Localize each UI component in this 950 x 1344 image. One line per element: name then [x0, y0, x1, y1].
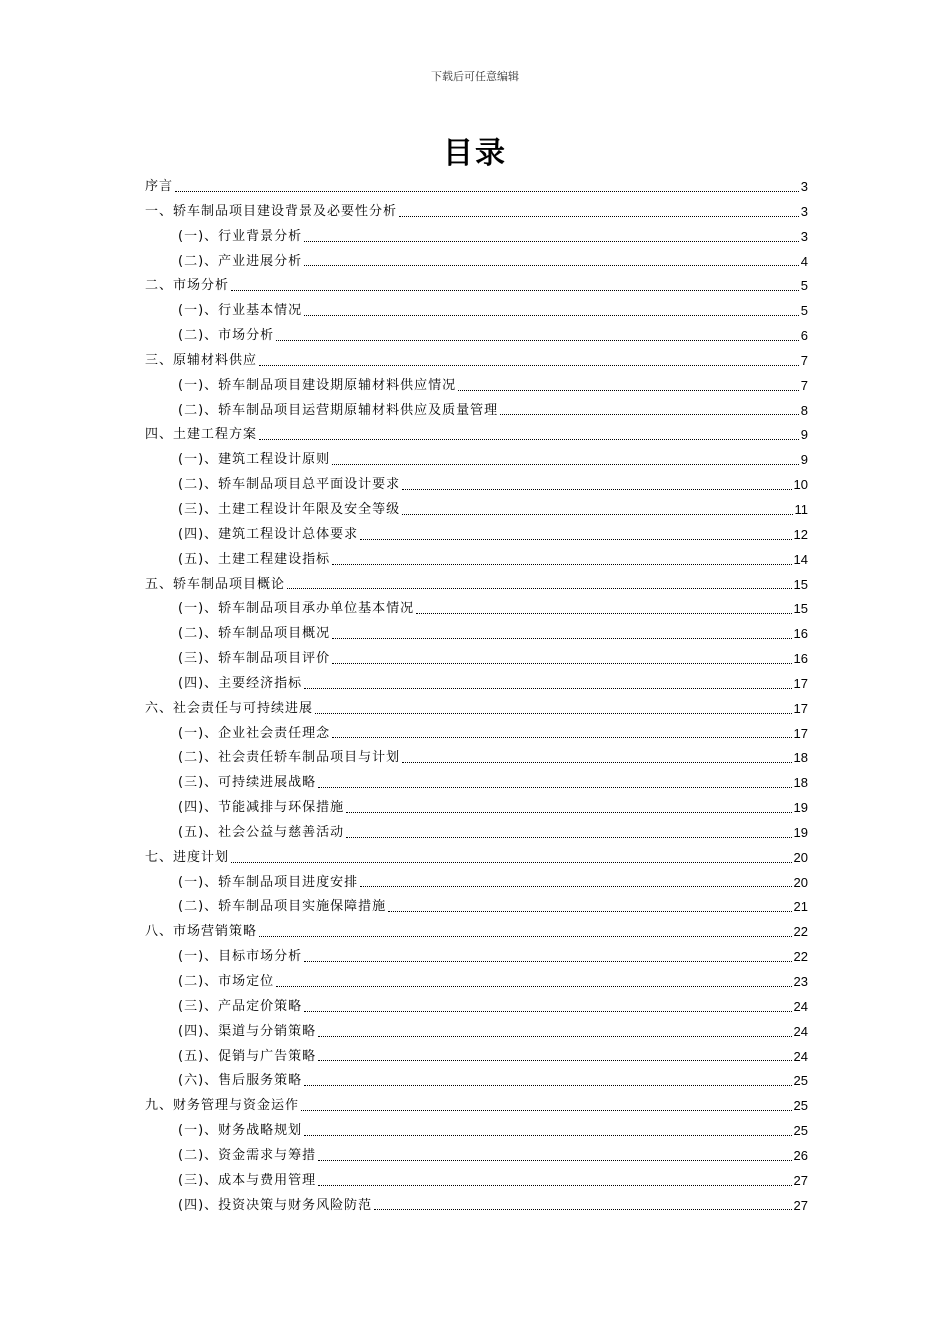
toc-entry[interactable]	[145, 597, 808, 622]
toc-entry[interactable]	[145, 523, 808, 548]
toc-entry-page-number: 20	[793, 849, 808, 865]
toc-dot-leader	[304, 1011, 791, 1012]
toc-entry[interactable]	[145, 821, 808, 846]
toc-dot-leader	[315, 713, 792, 714]
toc-dot-leader	[318, 787, 791, 788]
toc-entry-page-number: 20	[793, 874, 808, 890]
toc-dot-leader	[304, 1085, 791, 1086]
toc-dot-leader	[231, 862, 792, 863]
toc-entry-page-number: 8	[800, 402, 808, 418]
toc-entry[interactable]	[145, 250, 808, 275]
toc-dot-leader	[259, 439, 799, 440]
toc-dot-leader	[332, 663, 791, 664]
toc-entry-page-number: 15	[793, 601, 808, 617]
toc-dot-leader	[304, 315, 799, 316]
toc-entry-title: 一、轿车制品项目建设背景及必要性分析	[145, 203, 398, 219]
toc-entry-page-number: 9	[800, 427, 808, 443]
toc-dot-leader	[332, 638, 791, 639]
toc-entry[interactable]	[145, 771, 808, 796]
toc-entry[interactable]	[145, 672, 808, 697]
toc-entry[interactable]	[145, 1194, 808, 1219]
toc-entry-page-number: 17	[793, 725, 808, 741]
toc-dot-leader	[332, 737, 791, 738]
toc-entry-page-number: 3	[800, 179, 808, 194]
toc-entry-title: (一)、行业背景分析	[178, 228, 303, 244]
toc-entry[interactable]	[145, 1069, 808, 1094]
toc-entry-page-number: 21	[793, 899, 808, 915]
toc-dot-leader	[231, 290, 799, 291]
toc-entry-title: (三)、可持续进展战略	[178, 775, 317, 791]
toc-entry[interactable]	[145, 200, 808, 225]
toc-entry-page-number: 26	[793, 1147, 808, 1163]
toc-entry[interactable]	[145, 1020, 808, 1045]
toc-dot-leader	[402, 762, 791, 763]
toc-entry-page-number: 24	[793, 1023, 808, 1039]
toc-entry[interactable]	[145, 448, 808, 473]
toc-entry-title: 六、社会责任与可持续进展	[145, 700, 314, 716]
toc-entry-page-number: 15	[793, 576, 808, 592]
toc-entry[interactable]	[145, 1094, 808, 1119]
toc-entry[interactable]	[145, 299, 808, 324]
toc-entry-page-number: 22	[793, 924, 808, 940]
toc-entry-page-number: 5	[800, 303, 808, 319]
toc-entry[interactable]	[145, 548, 808, 573]
toc-entry-title: (二)、产业进展分析	[178, 253, 303, 269]
toc-entry[interactable]	[145, 473, 808, 498]
toc-title: 目录	[443, 136, 507, 171]
toc-entry-title: (四)、建筑工程设计总体要求	[178, 526, 359, 542]
toc-dot-leader	[374, 1209, 791, 1210]
toc-entry[interactable]	[145, 647, 808, 672]
toc-dot-leader	[304, 961, 791, 962]
toc-dot-leader	[399, 216, 799, 217]
toc-entry[interactable]	[145, 945, 808, 970]
toc-entry-page-number: 25	[793, 1098, 808, 1114]
toc-dot-leader	[304, 1135, 791, 1136]
toc-dot-leader	[402, 514, 792, 515]
toc-entry-title: 二、市场分析	[145, 278, 230, 294]
toc-dot-leader	[346, 837, 791, 838]
toc-dot-leader	[259, 365, 799, 366]
toc-entry[interactable]	[145, 895, 808, 920]
toc-dot-leader	[332, 464, 799, 465]
toc-entry-title: (三)、产品定价策略	[178, 998, 303, 1014]
toc-entry-title: (三)、成本与费用管理	[178, 1172, 317, 1188]
toc-dot-leader	[458, 390, 799, 391]
toc-dot-leader	[287, 588, 792, 589]
toc-entry-title: 九、财务管理与资金运作	[145, 1098, 300, 1114]
toc-entry-title: (一)、轿车制品项目进度安排	[178, 874, 359, 890]
toc-entry-title: (四)、渠道与分销策略	[178, 1023, 317, 1039]
toc-dot-leader	[175, 191, 799, 192]
toc-entry-title: (一)、目标市场分析	[178, 949, 303, 965]
toc-entry-page-number: 25	[793, 1123, 808, 1139]
toc-dot-leader	[304, 265, 799, 266]
toc-entry[interactable]	[145, 423, 808, 448]
toc-entry[interactable]	[145, 746, 808, 771]
toc-entry-page-number: 9	[800, 452, 808, 468]
toc-dot-leader	[318, 1160, 791, 1161]
toc-entry-page-number: 18	[793, 775, 808, 791]
toc-entry-title: (三)、土建工程设计年限及安全等级	[178, 501, 401, 517]
toc-entry-title: (二)、社会责任轿车制品项目与计划	[178, 750, 401, 766]
toc-entry[interactable]	[145, 274, 808, 299]
toc-entry-page-number: 17	[793, 700, 808, 716]
toc-dot-leader	[318, 1060, 791, 1061]
toc-entry-page-number: 19	[793, 800, 808, 816]
toc-entry[interactable]	[145, 175, 808, 200]
toc-entry[interactable]	[145, 796, 808, 821]
toc-entry-title: (四)、投资决策与财务风险防范	[178, 1197, 373, 1213]
toc-entry[interactable]	[145, 920, 808, 945]
toc-entry[interactable]	[145, 498, 808, 523]
toc-entry-title: 四、土建工程方案	[145, 427, 258, 443]
toc-entry-title: 五、轿车制品项目概论	[145, 576, 286, 592]
toc-entry-title: 八、市场营销策略	[145, 924, 258, 940]
toc-entry-page-number: 3	[800, 203, 808, 219]
toc-entry-page-number: 18	[793, 750, 808, 766]
table-of-contents	[145, 175, 808, 1218]
toc-entry[interactable]	[145, 846, 808, 871]
toc-dot-leader	[276, 340, 799, 341]
toc-entry-page-number: 11	[794, 501, 808, 517]
toc-entry-page-number: 24	[793, 998, 808, 1014]
toc-entry[interactable]	[145, 871, 808, 896]
toc-dot-leader	[276, 986, 791, 987]
toc-entry-page-number: 17	[793, 675, 808, 691]
toc-entry-title: (六)、售后服务策略	[178, 1073, 303, 1089]
toc-entry[interactable]	[145, 697, 808, 722]
toc-dot-leader	[332, 564, 791, 565]
toc-entry-page-number: 7	[800, 377, 808, 393]
toc-entry-page-number: 19	[793, 824, 808, 840]
toc-entry-title: (五)、社会公益与慈善活动	[178, 824, 345, 840]
toc-entry[interactable]	[145, 1144, 808, 1169]
toc-entry-page-number: 14	[793, 551, 808, 567]
toc-entry[interactable]	[145, 349, 808, 374]
toc-dot-leader	[304, 241, 799, 242]
toc-entry-title: (二)、资金需求与筹措	[178, 1147, 317, 1163]
toc-dot-leader	[360, 886, 791, 887]
toc-entry-page-number: 4	[800, 253, 808, 269]
toc-entry-page-number: 22	[793, 949, 808, 965]
toc-entry-page-number: 5	[800, 278, 808, 294]
toc-dot-leader	[318, 1185, 791, 1186]
toc-entry[interactable]	[145, 1169, 808, 1194]
toc-entry[interactable]	[145, 970, 808, 995]
toc-entry[interactable]	[145, 399, 808, 424]
toc-entry[interactable]	[145, 573, 808, 598]
toc-entry-page-number: 23	[793, 974, 808, 989]
toc-dot-leader	[346, 812, 791, 813]
toc-dot-leader	[500, 414, 799, 415]
toc-dot-leader	[402, 489, 791, 490]
toc-entry-title: (一)、企业社会责任理念	[178, 725, 331, 741]
toc-entry[interactable]	[145, 995, 808, 1020]
page-header-note: 下载后可任意编辑	[431, 70, 519, 83]
toc-dot-leader	[304, 688, 791, 689]
toc-entry-title: (二)、轿车制品项目实施保障措施	[178, 899, 387, 915]
toc-dot-leader	[318, 1036, 791, 1037]
toc-dot-leader	[259, 936, 792, 937]
toc-entry[interactable]	[145, 1119, 808, 1144]
toc-dot-leader	[416, 613, 791, 614]
toc-entry-page-number: 10	[793, 477, 808, 493]
toc-entry-page-number: 16	[793, 626, 808, 642]
toc-entry-page-number: 16	[793, 651, 808, 667]
toc-entry-page-number: 24	[793, 1048, 808, 1064]
toc-entry[interactable]	[145, 722, 808, 747]
toc-entry[interactable]	[145, 324, 808, 349]
toc-entry[interactable]	[145, 225, 808, 250]
toc-entry-title: (二)、轿车制品项目总平面设计要求	[178, 477, 401, 493]
toc-entry-title: (四)、主要经济指标	[178, 675, 303, 691]
toc-entry-title: 序言	[145, 179, 174, 194]
toc-entry-title: (二)、轿车制品项目概况	[178, 626, 331, 642]
toc-entry-title: (一)、建筑工程设计原则	[178, 452, 331, 468]
toc-entry-title: (二)、市场定位	[178, 974, 275, 989]
toc-entry-title: (二)、轿车制品项目运营期原辅材料供应及质量管理	[178, 402, 499, 418]
toc-entry-page-number: 12	[793, 526, 808, 542]
toc-entry-title: 七、进度计划	[145, 849, 230, 865]
toc-entry-page-number: 6	[800, 328, 808, 344]
toc-entry-page-number: 7	[800, 352, 808, 368]
toc-dot-leader	[301, 1110, 792, 1111]
toc-entry-title: (三)、轿车制品项目评价	[178, 651, 331, 667]
toc-entry-title: (一)、行业基本情况	[178, 303, 303, 319]
toc-entry-page-number: 27	[793, 1197, 808, 1213]
toc-entry[interactable]	[145, 622, 808, 647]
toc-entry-title: (五)、促销与广告策略	[178, 1048, 317, 1064]
toc-entry-title: 三、原辅材料供应	[145, 352, 258, 368]
toc-entry-page-number: 3	[800, 228, 808, 244]
toc-entry-title: (一)、轿车制品项目建设期原辅材料供应情况	[178, 377, 457, 393]
toc-entry-title: (二)、市场分析	[178, 328, 275, 344]
toc-entry[interactable]	[145, 374, 808, 399]
toc-entry-page-number: 27	[793, 1172, 808, 1188]
toc-entry-title: (一)、轿车制品项目承办单位基本情况	[178, 601, 415, 617]
toc-entry-page-number: 25	[793, 1073, 808, 1089]
toc-dot-leader	[360, 539, 791, 540]
toc-entry-title: (一)、财务战略规划	[178, 1123, 303, 1139]
toc-entry-title: (四)、节能减排与环保措施	[178, 800, 345, 816]
toc-entry-title: (五)、土建工程建设指标	[178, 551, 331, 567]
toc-dot-leader	[388, 911, 791, 912]
toc-entry[interactable]	[145, 1045, 808, 1070]
